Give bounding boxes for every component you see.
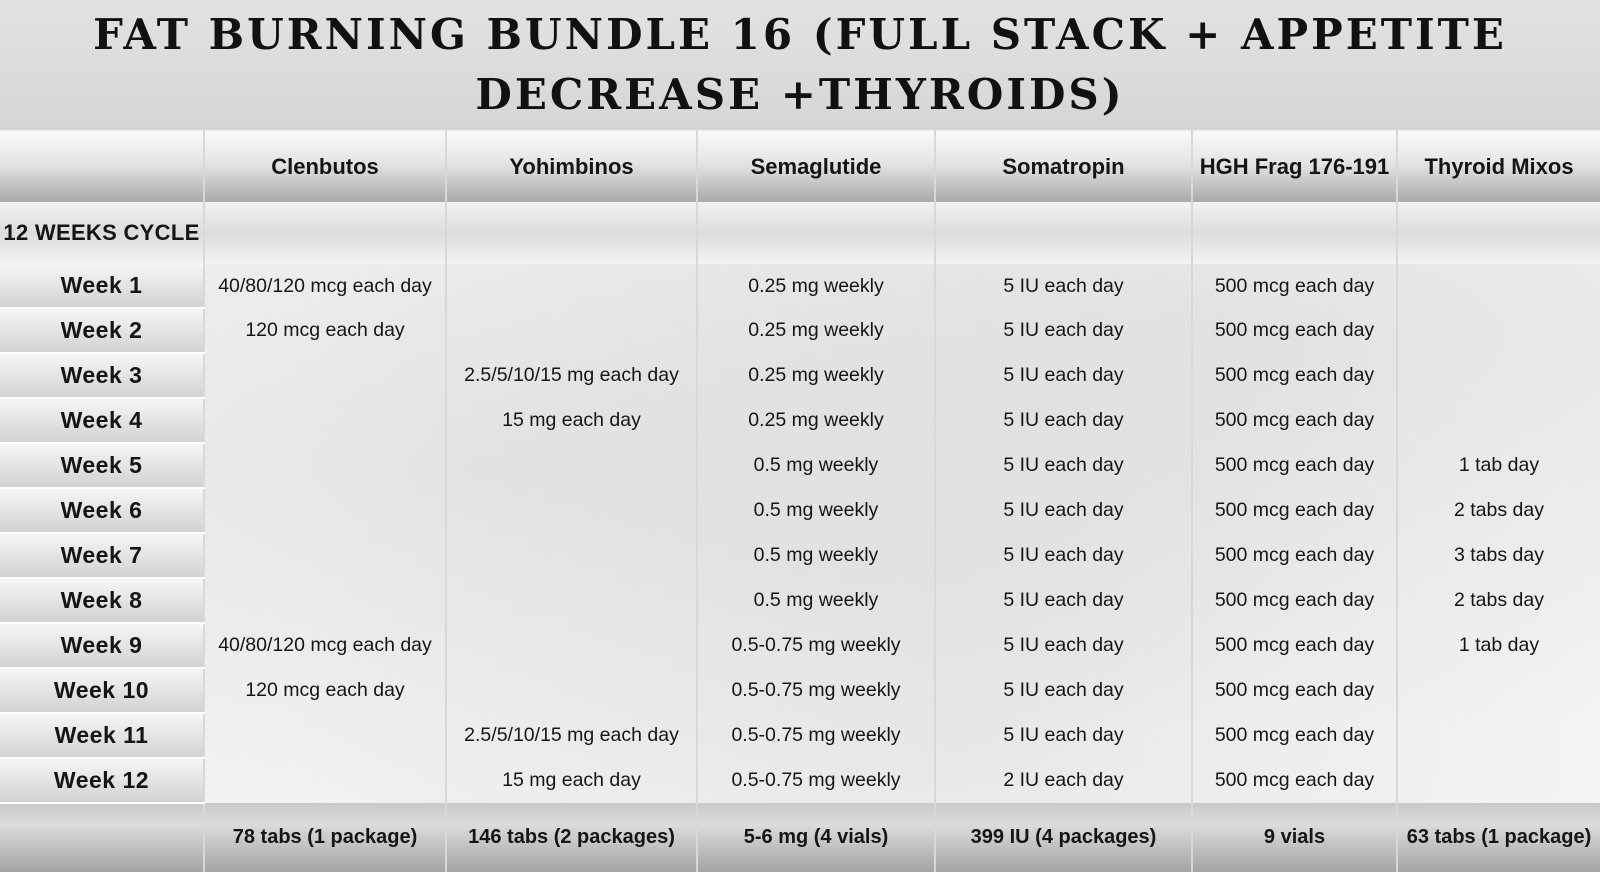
dose-cell: 500 mcg each day (1192, 578, 1397, 623)
week-row (0, 713, 1600, 758)
dose-cell (446, 264, 697, 308)
dose-cell: 2 tabs day (1454, 589, 1544, 611)
dose-cell: 2 IU each day (935, 758, 1192, 803)
dose-cell (204, 488, 446, 533)
week-row (0, 668, 1600, 713)
dose-cell: 500 mcg each day (1192, 398, 1397, 443)
header-semaglutide: Semaglutide (697, 131, 935, 202)
dose-cell: 500 mcg each day (1192, 308, 1397, 353)
header-thyroid-mixos: Thyroid Mixos (1397, 131, 1600, 202)
dose-cell: 500 mcg each day (1192, 668, 1397, 713)
dose-cell: 0.5-0.75 mg weekly (697, 668, 935, 713)
dose-cell: 0.5 mg weekly (697, 578, 935, 623)
cycle-table (0, 130, 1600, 872)
dose-cell: 5 IU each day (935, 443, 1192, 488)
dose-cell: 40/80/120 mcg each day (204, 264, 446, 308)
dose-cell: 15 mg each day (446, 398, 697, 443)
total-yohimbinos: 146 tabs (2 packages) (446, 803, 697, 872)
week-row (0, 578, 1600, 623)
week-label: Week 10 (0, 668, 204, 713)
dose-cell: 500 mcg each day (1192, 488, 1397, 533)
dose-cell: 500 mcg each day (1192, 623, 1397, 668)
dose-cell: 5 IU each day (935, 533, 1192, 578)
week-label: Week 7 (0, 533, 204, 578)
dose-cell: 0.5-0.75 mg weekly (697, 713, 935, 758)
total-thyroid-mixos: 63 tabs (1 package) (1397, 803, 1600, 872)
header-row (0, 131, 1600, 202)
dose-cell: 0.25 mg weekly (697, 308, 935, 353)
header-clenbutos: Clenbutos (204, 131, 446, 202)
dose-cell (446, 488, 697, 533)
dose-cell: 500 mcg each day (1192, 758, 1397, 803)
dose-cell (1397, 713, 1600, 758)
dose-cell: 5 IU each day (935, 578, 1192, 623)
week-row (0, 264, 1600, 308)
dose-cell: 5 IU each day (935, 398, 1192, 443)
week-label: Week 4 (0, 398, 204, 443)
dose-cell (204, 578, 446, 623)
dose-cell: 5 IU each day (935, 623, 1192, 668)
dose-cell: 15 mg each day (446, 758, 697, 803)
week-label: Week 12 (0, 758, 204, 803)
week-label: Week 6 (0, 488, 204, 533)
dose-cell: 500 mcg each day (1192, 713, 1397, 758)
header-hgh-frag: HGH Frag 176-191 (1192, 131, 1397, 202)
dose-cell: 0.5-0.75 mg weekly (697, 623, 935, 668)
dose-cell: 0.25 mg weekly (697, 398, 935, 443)
dose-cell: 1 tab day (1458, 634, 1540, 656)
dose-cell: 5 IU each day (935, 264, 1192, 308)
dose-cell: 500 mcg each day (1192, 533, 1397, 578)
dose-cell: 5 IU each day (935, 488, 1192, 533)
dose-cell (446, 443, 697, 488)
dose-cell (204, 353, 446, 398)
cycle-cell (697, 202, 935, 264)
title-banner (0, 0, 1600, 130)
dose-cell (1397, 758, 1600, 803)
cycle-cell (1397, 202, 1600, 264)
dose-cell (1397, 308, 1600, 353)
dose-cell: 5 IU each day (935, 668, 1192, 713)
week-label: Week 11 (0, 713, 204, 758)
dose-cell: 5 IU each day (935, 353, 1192, 398)
dose-cell (446, 623, 697, 668)
week-row (0, 308, 1600, 353)
cycle-cell (446, 202, 697, 264)
week-label: Week 5 (0, 443, 204, 488)
week-label: Week 9 (0, 623, 204, 668)
dose-cell: 2.5/5/10/15 mg each day (446, 713, 697, 758)
week-label: Week 3 (0, 353, 204, 398)
dose-cell (204, 443, 446, 488)
dose-cell (1397, 398, 1600, 443)
week-row (0, 398, 1600, 443)
total-semaglutide: 5-6 mg (4 vials) (697, 803, 935, 872)
dose-cell (446, 668, 697, 713)
week-row (0, 488, 1600, 533)
header-somatropin: Somatropin (935, 131, 1192, 202)
cycle-cell (204, 202, 446, 264)
cycle-row (0, 202, 1600, 264)
dose-cell: 0.5 mg weekly (697, 533, 935, 578)
week-label: Week 8 (0, 578, 204, 623)
dose-cell: 40/80/120 mcg each day (204, 623, 446, 668)
dose-cell (204, 533, 446, 578)
week-row (0, 758, 1600, 803)
dose-cell (1397, 353, 1600, 398)
dose-cell: 0.25 mg weekly (697, 353, 935, 398)
dose-cell: 120 mcg each day (204, 668, 446, 713)
dose-cell (446, 308, 697, 353)
dose-cell: 3 tabs day (1454, 544, 1544, 566)
week-row (0, 623, 1600, 668)
dose-cell (1397, 668, 1600, 713)
dose-cell: 500 mcg each day (1192, 264, 1397, 308)
dose-cell: 0.5 mg weekly (697, 488, 935, 533)
dose-cell (446, 578, 697, 623)
dose-cell (204, 758, 446, 803)
total-hgh-frag: 9 vials (1192, 803, 1397, 872)
dose-cell (1397, 264, 1600, 308)
dose-cell: 0.5-0.75 mg weekly (697, 758, 935, 803)
header-yohimbinos: Yohimbinos (446, 131, 697, 202)
cycle-cell (935, 202, 1192, 264)
dose-cell: 1 tab day (1458, 454, 1540, 476)
dose-cell: 500 mcg each day (1192, 353, 1397, 398)
dose-cell (446, 533, 697, 578)
dose-cell: 2 tabs day (1454, 499, 1544, 521)
dose-cell (204, 398, 446, 443)
week-label: Week 1 (0, 264, 204, 308)
cycle-cell (1192, 202, 1397, 264)
dose-cell: 5 IU each day (935, 713, 1192, 758)
dose-cell: 2.5/5/10/15 mg each day (446, 353, 697, 398)
header-corner (0, 131, 204, 202)
dose-cell: 0.25 mg weekly (697, 264, 935, 308)
week-label: Week 2 (0, 308, 204, 353)
dose-cell: 500 mcg each day (1192, 443, 1397, 488)
cycle-label: 12 WEEKS CYCLE (0, 202, 204, 264)
total-corner (0, 803, 204, 872)
dose-cell (204, 713, 446, 758)
total-somatropin: 399 IU (4 packages) (935, 803, 1192, 872)
dose-cell: 120 mcg each day (204, 308, 446, 353)
page-title: FAT BURNING BUNDLE 16 (FULL STACK + APPETITE DECREASE +THYROIDS) (93, 10, 1507, 119)
dose-cell: 0.5 mg weekly (697, 443, 935, 488)
week-row (0, 443, 1600, 488)
week-row (0, 353, 1600, 398)
week-row (0, 533, 1600, 578)
dose-cell: 5 IU each day (935, 308, 1192, 353)
total-clenbutos: 78 tabs (1 package) (204, 803, 446, 872)
totals-row (0, 803, 1600, 872)
